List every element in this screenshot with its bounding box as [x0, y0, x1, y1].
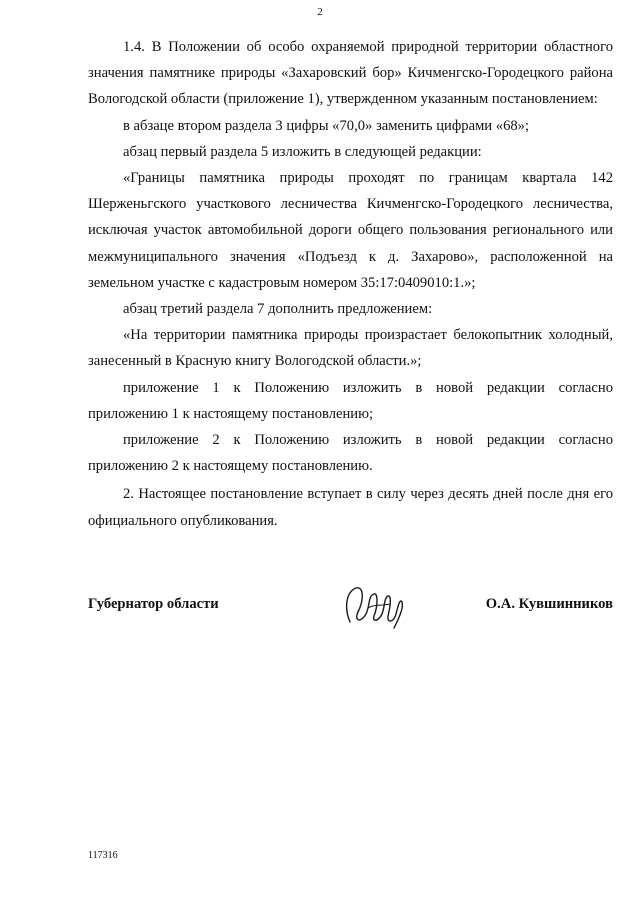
document-code: 117316	[88, 850, 118, 861]
page-number: 2	[317, 6, 323, 18]
signature-block	[88, 578, 613, 638]
paragraph-effective-date: 2. Настоящее постановление вступает в силу через десять дней после дня его официального опубликования.	[88, 486, 613, 529]
document-body	[88, 34, 613, 534]
paragraph-appendix-1: приложение 1 к Положению изложить в новой редакции согласно приложению 1 к настоящему постановлению;	[88, 379, 613, 422]
paragraph-section-5-intro: абзац первый раздела 5 изложить в следующей редакции:	[123, 143, 482, 160]
handwritten-signature	[338, 578, 418, 638]
signatory-name: О.А. Кувшинников	[485, 596, 613, 612]
paragraph-appendix-2: приложение 2 к Положению изложить в новой редакции согласно приложению 2 к настоящему постановлению.	[88, 432, 613, 475]
paragraph-section-5-text: «Границы памятника природы проходят по границам квартала 142 Шерженьгского участкового лесничества Кичменгско-Городецкого лесничества, исключая участок автомобильной дороги общего пользования регионального или межмуниципального значения «Подъезд к д. Захарово», расположенной на земельном участке с кадастровым номером 35:17:0409010:1.»;	[88, 170, 613, 291]
paragraph-section-7-text: «На территории памятника природы произрастает белокопытник холодный, занесенный в Красную книгу Вологодской области.»;	[88, 327, 613, 370]
paragraph-section-7-intro: абзац третий раздела 7 дополнить предложением:	[123, 301, 433, 318]
paragraph-1-4: 1.4. В Положении об особо охраняемой природной территории областного значения памятнике природы «Захаровский бор» Кичменгско-Городецкого района Вологодской области (приложение 1), утвержденном указанным постановлением:	[88, 39, 613, 108]
paragraph-section-3-edit: в абзаце втором раздела 3 цифры «70,0» заменить цифрами «68»;	[123, 117, 530, 134]
signatory-title: Губернатор области	[88, 596, 219, 612]
